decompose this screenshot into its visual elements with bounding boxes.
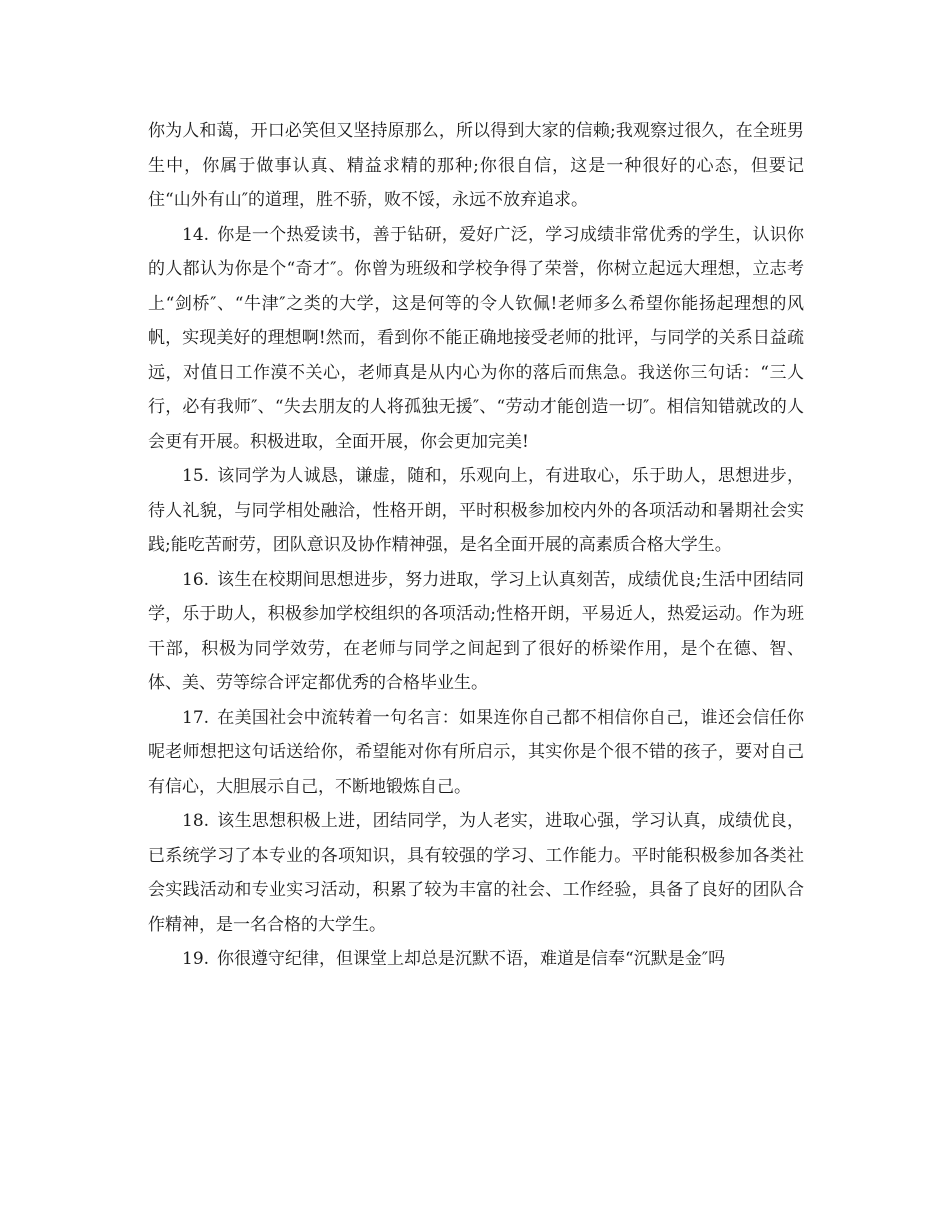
paragraph-number: 18. [182, 811, 210, 831]
paragraph-16 [148, 563, 804, 701]
document-body [148, 114, 804, 977]
paragraph-number: 14. [182, 224, 210, 245]
paragraph-text: 该生在校期间思想进步，努力进取，学习上认真刻苦，成绩优良;生活中团结同学，乐于助人，积极参加学校组织的各项活动;性格开朗，平易近人，热爱运动。作为班干部，积极为同学效劳，在老师与同学之间起到了很好的桥梁作用，是个在德、智、体、美、劳等综合评定都优秀的合格毕业生。 [148, 569, 804, 693]
paragraph-text: 你很遵守纪律，但课堂上却总是沉默不语，难道是信奉“沉默是金″吗 [217, 949, 726, 969]
paragraph-15 [148, 459, 804, 563]
paragraph-17 [148, 701, 804, 805]
paragraph-text: 你是一个热爱读书，善于钻研，爱好广泛，学习成绩非常优秀的学生，认识你的人都认为你是个“奇才″。你曾为班级和学校争得了荣誉，你树立起远大理想，立志考上“剑桥″、“牛津″之类的大学，这是何等的令人钦佩!老师多么希望你能扬起理想的风帆，实现美好的理想啊!然而，看到你不能正确地接受老师的批评，与同学的关系日益疏远，对值日工作漠不关心，老师真是从内心为你的落后而焦急。我送你三句话：“三人行，必有我师″、“失去朋友的人将孤独无援″、“劳动才能创造一切″。相信知错就改的人会更有开展。积极进取，全面开展，你会更加完美! [148, 224, 804, 452]
paragraph-text: 在美国社会中流转着一句名言：如果连你自己都不相信你自己，谁还会信任你呢老师想把这句话送给你，希望能对你有所启示，其实你是个很不错的孩子，要对自己有信心，大胆展示自己，不断地锻炼自己。 [148, 707, 804, 797]
paragraph-number: 17. [182, 707, 210, 728]
paragraph-18 [148, 804, 804, 942]
paragraph-number: 15. [182, 466, 210, 486]
paragraph-continuation [148, 114, 804, 218]
paragraph-14 [148, 218, 804, 460]
paragraph-text: 该同学为人诚恳，谦虚，随和，乐观向上，有进取心，乐于助人，思想进步，待人礼貌，与同学相处融洽，性格开朗，平时积极参加校内外的各项活动和暑期社会实践;能吃苦耐劳，团队意识及协作精神强，是名全面开展的高素质合格大学生。 [148, 466, 804, 555]
paragraph-number: 19. [182, 949, 210, 969]
paragraph-19 [148, 942, 804, 977]
paragraph-number: 16. [182, 569, 210, 590]
paragraph-text: 你为人和蔼，开口必笑但又坚持原那么，所以得到大家的信赖;我观察过很久，在全班男生中，你属于做事认真、精益求精的那种;你很自信，这是一种很好的心态，但要记住“山外有山″的道理，胜不骄，败不馁，永远不放弃追求。 [148, 121, 804, 210]
paragraph-text: 该生思想积极上进，团结同学，为人老实，进取心强，学习认真，成绩优良，已系统学习了本专业的各项知识，具有较强的学习、工作能力。平时能积极参加各类社会实践活动和专业实习活动，积累了较为丰富的社会、工作经验，具备了良好的团队合作精神，是一名合格的大学生。 [148, 811, 804, 935]
